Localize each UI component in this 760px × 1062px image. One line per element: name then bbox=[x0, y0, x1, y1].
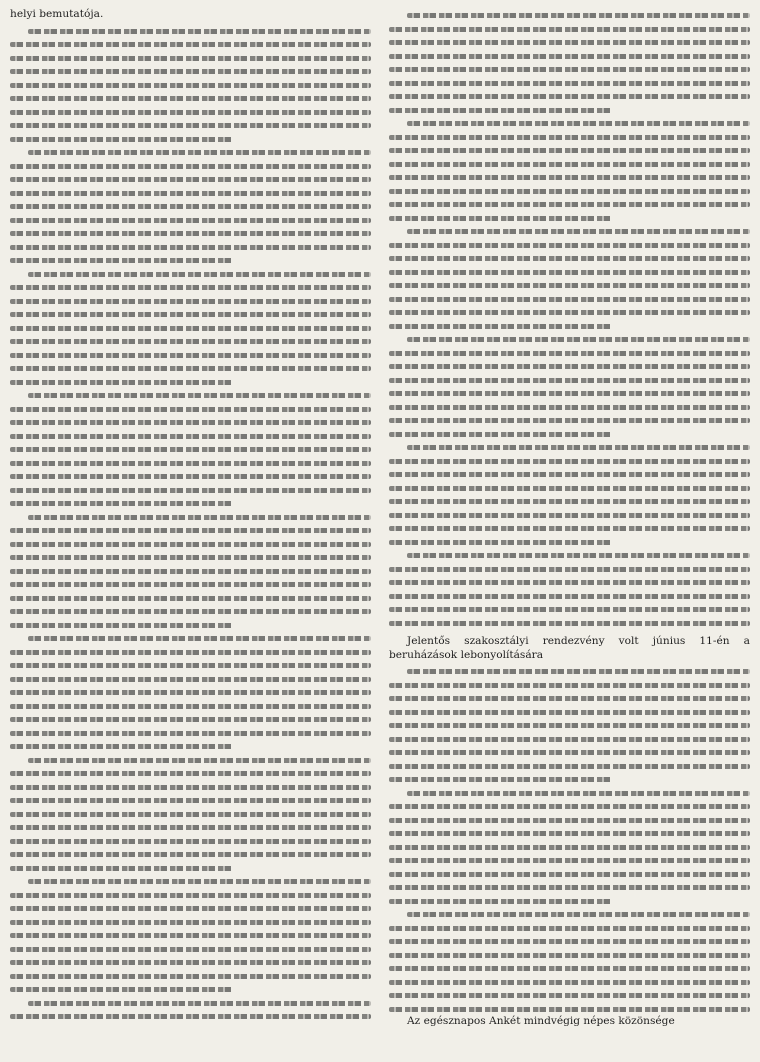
text-line-placeholder bbox=[10, 469, 371, 483]
text-line-placeholder bbox=[389, 292, 750, 306]
text-line-placeholder bbox=[10, 159, 371, 173]
text-line-placeholder bbox=[10, 456, 371, 470]
text-line-placeholder bbox=[389, 184, 750, 198]
text-line-placeholder bbox=[389, 130, 750, 144]
text-line-placeholder bbox=[10, 294, 371, 308]
text-line-placeholder bbox=[389, 373, 750, 387]
text-line-placeholder bbox=[389, 400, 750, 414]
text-line-placeholder bbox=[10, 375, 371, 389]
text-line-placeholder bbox=[389, 251, 750, 265]
text-line-placeholder bbox=[389, 975, 750, 989]
text-line-placeholder bbox=[389, 211, 750, 225]
text-line-placeholder bbox=[389, 413, 750, 427]
text-line-placeholder bbox=[10, 577, 371, 591]
text-line-placeholder bbox=[10, 631, 371, 645]
text-line-placeholder bbox=[10, 982, 371, 996]
text-line-placeholder bbox=[10, 901, 371, 915]
text-line-placeholder bbox=[389, 49, 750, 63]
text-line-placeholder bbox=[10, 415, 371, 429]
text-line-placeholder bbox=[10, 78, 371, 92]
text-line-placeholder bbox=[10, 402, 371, 416]
right-column-body-top bbox=[389, 8, 750, 629]
text-line-placeholder bbox=[10, 618, 371, 632]
text-line-placeholder bbox=[389, 589, 750, 603]
text-columns bbox=[10, 8, 750, 1054]
text-line-placeholder bbox=[10, 780, 371, 794]
text-line-placeholder bbox=[10, 847, 371, 861]
text-line-placeholder bbox=[10, 199, 371, 213]
text-line-placeholder bbox=[10, 591, 371, 605]
text-line-placeholder bbox=[389, 826, 750, 840]
text-line-placeholder bbox=[10, 928, 371, 942]
text-line-placeholder bbox=[10, 753, 371, 767]
text-line-placeholder bbox=[389, 305, 750, 319]
text-line-placeholder bbox=[389, 481, 750, 495]
text-line-placeholder bbox=[10, 483, 371, 497]
text-line-placeholder bbox=[389, 575, 750, 589]
text-line-placeholder bbox=[389, 664, 750, 678]
text-line-placeholder bbox=[10, 240, 371, 254]
text-line-placeholder bbox=[389, 602, 750, 616]
text-line-placeholder bbox=[10, 996, 371, 1010]
text-line-placeholder bbox=[10, 550, 371, 564]
text-line-placeholder bbox=[389, 319, 750, 333]
text-line-placeholder bbox=[389, 840, 750, 854]
text-line-placeholder bbox=[10, 24, 371, 38]
text-line-placeholder bbox=[10, 604, 371, 618]
text-line-placeholder bbox=[389, 813, 750, 827]
text-line-placeholder bbox=[10, 91, 371, 105]
text-line-placeholder bbox=[10, 388, 371, 402]
text-line-placeholder bbox=[389, 89, 750, 103]
text-line-placeholder bbox=[389, 521, 750, 535]
text-line-placeholder bbox=[389, 157, 750, 171]
text-line-placeholder bbox=[389, 278, 750, 292]
text-line-placeholder bbox=[389, 880, 750, 894]
text-line-placeholder bbox=[389, 170, 750, 184]
text-line-placeholder bbox=[10, 145, 371, 159]
text-line-placeholder bbox=[10, 105, 371, 119]
text-line-placeholder bbox=[10, 793, 371, 807]
text-line-placeholder bbox=[389, 116, 750, 130]
text-line-placeholder bbox=[389, 508, 750, 522]
text-line-placeholder bbox=[389, 772, 750, 786]
text-line-placeholder bbox=[10, 37, 371, 51]
text-line-placeholder bbox=[10, 429, 371, 443]
text-line-placeholder bbox=[10, 1009, 371, 1023]
text-line-placeholder bbox=[10, 253, 371, 267]
text-line-placeholder bbox=[389, 853, 750, 867]
text-line-placeholder bbox=[10, 334, 371, 348]
text-line-placeholder bbox=[389, 359, 750, 373]
text-line-placeholder bbox=[389, 786, 750, 800]
text-line-placeholder bbox=[389, 745, 750, 759]
text-line-placeholder bbox=[389, 894, 750, 908]
text-line-placeholder bbox=[389, 1002, 750, 1016]
text-line-placeholder bbox=[389, 62, 750, 76]
text-line-placeholder bbox=[389, 759, 750, 773]
text-line-placeholder bbox=[10, 307, 371, 321]
text-line-placeholder bbox=[10, 510, 371, 524]
text-line-placeholder bbox=[10, 496, 371, 510]
text-line-placeholder bbox=[389, 616, 750, 630]
text-line-placeholder bbox=[10, 861, 371, 875]
text-line-placeholder bbox=[10, 942, 371, 956]
text-line-placeholder bbox=[10, 658, 371, 672]
text-line-placeholder bbox=[10, 537, 371, 551]
text-line-placeholder bbox=[10, 672, 371, 686]
text-line-placeholder bbox=[10, 132, 371, 146]
text-line-placeholder bbox=[10, 915, 371, 929]
text-line-placeholder bbox=[10, 348, 371, 362]
text-line-placeholder bbox=[389, 799, 750, 813]
text-line-placeholder bbox=[10, 807, 371, 821]
text-line-placeholder bbox=[10, 321, 371, 335]
text-line-placeholder bbox=[389, 562, 750, 576]
text-line-placeholder bbox=[389, 705, 750, 719]
text-line-placeholder bbox=[389, 76, 750, 90]
opening-text: helyi bemutatója. bbox=[10, 8, 104, 20]
text-line-placeholder bbox=[389, 238, 750, 252]
text-line-placeholder bbox=[389, 494, 750, 508]
text-line-placeholder bbox=[389, 961, 750, 975]
text-line-placeholder bbox=[10, 186, 371, 200]
text-line-placeholder bbox=[10, 523, 371, 537]
right-column bbox=[389, 8, 750, 1054]
text-line-placeholder bbox=[10, 226, 371, 240]
closing-text: Az egésznapos Ankét mindvégig népes közönsége bbox=[407, 1015, 675, 1027]
text-line-placeholder bbox=[10, 888, 371, 902]
text-line-placeholder bbox=[389, 332, 750, 346]
text-line-placeholder bbox=[389, 143, 750, 157]
text-line-placeholder bbox=[10, 51, 371, 65]
text-line-placeholder bbox=[10, 118, 371, 132]
text-line-placeholder bbox=[10, 645, 371, 659]
text-line-placeholder bbox=[389, 867, 750, 881]
text-line-placeholder bbox=[10, 267, 371, 281]
text-line-placeholder bbox=[389, 535, 750, 549]
text-line-placeholder bbox=[389, 346, 750, 360]
text-line-placeholder bbox=[10, 726, 371, 740]
text-line-placeholder bbox=[10, 280, 371, 294]
text-line-placeholder bbox=[389, 440, 750, 454]
text-line-placeholder bbox=[10, 685, 371, 699]
text-line-placeholder bbox=[389, 467, 750, 481]
text-line-placeholder bbox=[389, 103, 750, 117]
text-line-placeholder bbox=[10, 969, 371, 983]
text-line-placeholder bbox=[10, 442, 371, 456]
text-line-placeholder bbox=[389, 934, 750, 948]
text-line-placeholder bbox=[10, 955, 371, 969]
section-heading: Jelentős szakosztályi rendezvény volt június 11-én a beruházások lebonyolítására bbox=[389, 635, 750, 661]
text-line-placeholder bbox=[389, 678, 750, 692]
text-line-placeholder bbox=[389, 427, 750, 441]
text-line-placeholder bbox=[10, 699, 371, 713]
text-line-placeholder bbox=[10, 820, 371, 834]
left-column bbox=[10, 8, 371, 1054]
text-line-placeholder bbox=[389, 732, 750, 746]
text-line-placeholder bbox=[10, 766, 371, 780]
text-line-placeholder bbox=[389, 8, 750, 22]
text-line-placeholder bbox=[10, 739, 371, 753]
text-line-placeholder bbox=[389, 197, 750, 211]
text-line-placeholder bbox=[10, 361, 371, 375]
text-line-placeholder bbox=[389, 35, 750, 49]
text-line-placeholder bbox=[389, 22, 750, 36]
right-column-body-bottom bbox=[389, 664, 750, 1015]
text-line-placeholder bbox=[10, 834, 371, 848]
text-line-placeholder bbox=[389, 548, 750, 562]
text-line-placeholder bbox=[389, 921, 750, 935]
text-line-placeholder bbox=[10, 172, 371, 186]
text-line-placeholder bbox=[389, 224, 750, 238]
text-line-placeholder bbox=[389, 454, 750, 468]
text-line-placeholder bbox=[10, 213, 371, 227]
text-line-placeholder bbox=[10, 874, 371, 888]
text-line-placeholder bbox=[10, 64, 371, 78]
text-line-placeholder bbox=[389, 265, 750, 279]
text-line-placeholder bbox=[10, 712, 371, 726]
text-line-placeholder bbox=[389, 907, 750, 921]
text-line-placeholder bbox=[389, 386, 750, 400]
left-column-body bbox=[10, 24, 371, 1023]
text-line-placeholder bbox=[389, 691, 750, 705]
text-line-placeholder bbox=[389, 948, 750, 962]
text-line-placeholder bbox=[389, 988, 750, 1002]
text-line-placeholder bbox=[389, 718, 750, 732]
text-line-placeholder bbox=[10, 564, 371, 578]
